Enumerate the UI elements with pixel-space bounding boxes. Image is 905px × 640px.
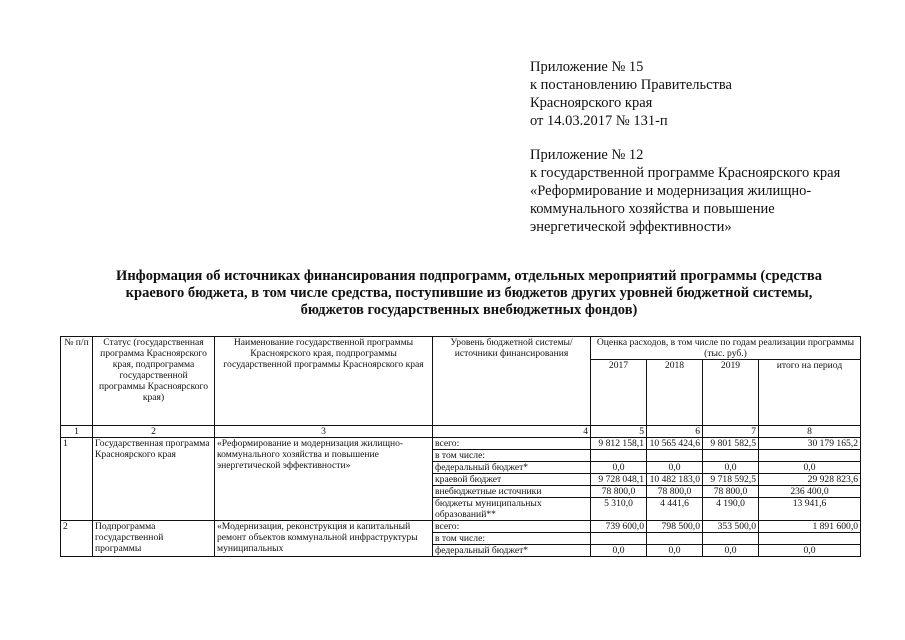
row1-total-3: 29 928 823,6 [759, 474, 861, 486]
col-number-5: 5 [591, 426, 647, 438]
row1-2019-4: 78 800,0 [703, 486, 759, 498]
row1-total-4: 236 400,0 [759, 486, 861, 498]
row1-level-3: краевой бюджет [433, 474, 591, 486]
row2-2018-2: 0,0 [647, 545, 703, 557]
row2-status: Подпрограмма государственной программы [93, 521, 215, 557]
appendix-15-line-4: от 14.03.2017 № 131-п [530, 113, 668, 129]
col-number-4: 4 [433, 426, 591, 438]
row2-2017-0: 739 600,0 [591, 521, 647, 533]
appendix-12-line-4: коммунального хозяйства и повышение [530, 201, 775, 217]
row2-total-0: 1 891 600,0 [759, 521, 861, 533]
row1-level-2: федеральный бюджет* [433, 462, 591, 474]
row2-2019-0: 353 500,0 [703, 521, 759, 533]
row1-2017-4: 78 800,0 [591, 486, 647, 498]
header-year-2019: 2019 [703, 360, 759, 426]
row2-2019-1 [703, 533, 759, 545]
document-title [80, 268, 858, 319]
row2-level-1: в том числе: [433, 533, 591, 545]
appendix-15-line-1: Приложение № 15 [530, 59, 644, 75]
row1-level-1: в том числе: [433, 450, 591, 462]
funding-table [60, 336, 861, 557]
col-number-3: 3 [215, 426, 433, 438]
row1-2018-4: 78 800,0 [647, 486, 703, 498]
row1-2019-1 [703, 450, 759, 462]
header-name: Наименование государственной программы Красноярского края, подпрограммы государственной программы Красноярского края [215, 337, 433, 426]
row2-level-2: федеральный бюджет* [433, 545, 591, 557]
appendix-12-line-2: к государственной программе Красноярского края [530, 165, 841, 181]
appendix-12-line-1: Приложение № 12 [530, 147, 644, 163]
header-row [61, 337, 861, 360]
header-year-2017: 2017 [591, 360, 647, 426]
row2-2018-1 [647, 533, 703, 545]
row1-name: «Реформирование и модернизация жилищно-коммунального хозяйства и повышение энергетической эффективности» [215, 438, 433, 521]
col-number-7: 7 [703, 426, 759, 438]
row2-2017-1 [591, 533, 647, 545]
row1-2017-3: 9 728 048,1 [591, 474, 647, 486]
row1-2017-2: 0,0 [591, 462, 647, 474]
row1-level-4: внебюджетные источники [433, 486, 591, 498]
header-status: Статус (государственная программа Красноярского края, подпрограмма государственной программы Красноярского края) [93, 337, 215, 426]
row1-total-5: 13 941,6 [759, 498, 861, 521]
header-num: № п/п [61, 337, 93, 426]
row1-2017-5: 5 310,0 [591, 498, 647, 521]
row2-level-0: всего: [433, 521, 591, 533]
row2-name: «Модернизация, реконструкция и капитальный ремонт объектов коммунальной инфраструктуры муниципальных [215, 521, 433, 557]
row1-2017-0: 9 812 158,1 [591, 438, 647, 450]
row1-2019-3: 9 718 592,5 [703, 474, 759, 486]
col-number-1: 1 [61, 426, 93, 438]
table-row [61, 521, 861, 533]
row1-total-0: 30 179 165,2 [759, 438, 861, 450]
row1-2018-3: 10 482 183,0 [647, 474, 703, 486]
header-total: итого на период [759, 360, 861, 426]
col-number-2: 2 [93, 426, 215, 438]
row1-2018-2: 0,0 [647, 462, 703, 474]
row1-total-2: 0,0 [759, 462, 861, 474]
col-number-8: 8 [759, 426, 861, 438]
row1-2019-0: 9 801 582,5 [703, 438, 759, 450]
row1-total-1 [759, 450, 861, 462]
row2-total-1 [759, 533, 861, 545]
appendix-15-line-3: Красноярского края [530, 95, 653, 111]
row2-2019-2: 0,0 [703, 545, 759, 557]
row2-num: 2 [61, 521, 93, 557]
appendix-15-block [530, 58, 732, 130]
title-line-3: бюджетов государственных внебюджетных фондов) [300, 302, 638, 318]
row1-2017-1 [591, 450, 647, 462]
row1-2019-2: 0,0 [703, 462, 759, 474]
header-estimate: Оценка расходов, в том числе по годам реализации программы (тыс. руб.) [591, 337, 861, 360]
column-number-row [61, 426, 861, 438]
header-year-2018: 2018 [647, 360, 703, 426]
title-line-1: Информация об источниках финансирования подпрограмм, отдельных мероприятий программы (средства [116, 268, 822, 284]
row2-2017-2: 0,0 [591, 545, 647, 557]
appendix-12-line-5: энергетической эффективности» [530, 219, 732, 235]
header-level: Уровень бюджетной системы/источники финансирования [433, 337, 591, 426]
row1-status: Государственная программа Красноярского края [93, 438, 215, 521]
row1-num: 1 [61, 438, 93, 521]
appendix-12-block [530, 146, 840, 236]
row2-2018-0: 798 500,0 [647, 521, 703, 533]
row1-2018-0: 10 565 424,6 [647, 438, 703, 450]
col-number-6: 6 [647, 426, 703, 438]
row2-total-2: 0,0 [759, 545, 861, 557]
row1-level-0: всего: [433, 438, 591, 450]
row1-2019-5: 4 190,0 [703, 498, 759, 521]
row1-2018-5: 4 441,6 [647, 498, 703, 521]
table-row [61, 438, 861, 450]
row1-2018-1 [647, 450, 703, 462]
title-line-2: краевого бюджета, в том числе средства, поступившие из бюджетов других уровней бюджетной системы, [125, 285, 813, 301]
appendix-15-line-2: к постановлению Правительства [530, 77, 732, 93]
appendix-12-line-3: «Реформирование и модернизация жилищно- [530, 183, 812, 199]
row1-level-5: бюджеты муниципальных образований** [433, 498, 591, 521]
